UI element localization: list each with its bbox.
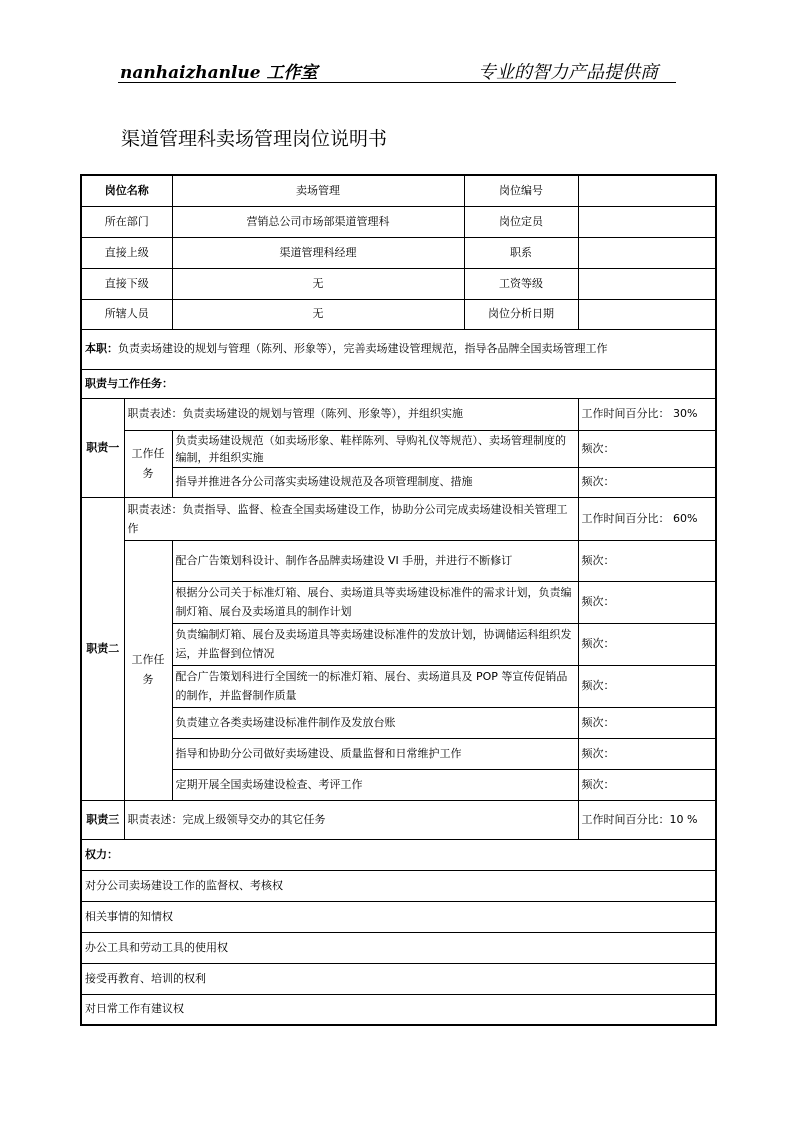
authority-item-4: 接受再教育、培训的权利	[81, 963, 716, 994]
info-row-3	[81, 237, 716, 268]
duty1-task-1: 负责卖场建设规范（如卖场形象、鞋样陈列、导购礼仪等规范）、卖场管理制度的编制，并组织实施	[172, 430, 578, 467]
job-description-table	[80, 174, 717, 1026]
duty1-time-percent: 工作时间百分比： 30%	[578, 398, 716, 430]
duty2-task-6: 指导和协助分公司做好卖场建设、质量监督和日常维护工作	[172, 738, 578, 769]
duty3-row	[81, 800, 716, 839]
duty2-task-row	[81, 540, 716, 581]
staff-value: 无	[172, 299, 464, 329]
relations-label: 职系	[464, 237, 578, 268]
duty2-task-5-frequency: 频次：	[578, 707, 716, 738]
duty2-task-2: 根据分公司关于标准灯箱、展台、卖场道具等卖场建设标准件的需求计划，负责编制灯箱、展台及卖场道具的制作计划	[172, 581, 578, 623]
duty2-task-2-frequency: 频次：	[578, 581, 716, 623]
duty1-task-row	[81, 430, 716, 467]
authority-item-3: 办公工具和劳动工具的使用权	[81, 932, 716, 963]
duty1-description: 职责表述：负责卖场建设的规划与管理（陈列、形象等），并组织实施	[124, 398, 578, 430]
info-row-4	[81, 268, 716, 299]
info-row-5	[81, 299, 716, 329]
salary-grade-label: 工资等级	[464, 268, 578, 299]
duty2-description: 职责表述：负责指导、监督、检查全国卖场建设工作，协助分公司完成卖场建设相关管理工作	[124, 497, 578, 540]
subordinate-value: 无	[172, 268, 464, 299]
superior-label: 直接上级	[81, 237, 172, 268]
superior-value: 渠道管理科经理	[172, 237, 464, 268]
duty1-desc-row	[81, 398, 716, 430]
headcount-value	[578, 206, 716, 237]
duty3-description: 职责表述：完成上级领导交办的其它任务	[124, 800, 578, 839]
analysis-date-value	[578, 299, 716, 329]
duty3-label: 职责三	[81, 800, 124, 839]
authority-heading: 权力：	[81, 839, 716, 870]
authority-row	[81, 870, 716, 901]
document-title: 渠道管理科卖场管理岗位说明书	[121, 128, 388, 150]
authority-heading-row	[81, 839, 716, 870]
duty2-task-row	[81, 581, 716, 623]
duty2-task-row	[81, 665, 716, 707]
info-row-2	[81, 206, 716, 237]
core-duty-row	[81, 329, 716, 369]
duty2-task-row	[81, 769, 716, 800]
position-name-value: 卖场管理	[172, 175, 464, 206]
duty2-task-1-frequency: 频次：	[578, 540, 716, 581]
duty1-task-2: 指导并推进各分公司落实卖场建设规范及各项管理制度、措施	[172, 467, 578, 497]
duty2-task-4: 配合广告策划科进行全国统一的标准灯箱、展台、卖场道具及 POP 等宣传促销品的制作，并监督制作质量	[172, 665, 578, 707]
duty1-label: 职责一	[81, 398, 124, 497]
authority-row	[81, 963, 716, 994]
salary-grade-value	[578, 268, 716, 299]
duty2-task-3-frequency: 频次：	[578, 623, 716, 665]
position-code-label: 岗位编号	[464, 175, 578, 206]
headcount-label: 岗位定员	[464, 206, 578, 237]
duty2-task-row	[81, 738, 716, 769]
duty1-task-2-frequency: 频次：	[578, 467, 716, 497]
core-duty-cell	[81, 329, 716, 369]
duties-heading: 职责与工作任务：	[81, 369, 716, 398]
duty2-task-7: 定期开展全国卖场建设检查、考评工作	[172, 769, 578, 800]
core-duty-label: 本职：	[85, 342, 118, 355]
duty2-task-1: 配合广告策划科设计、制作各品牌卖场建设 VI 手册，并进行不断修订	[172, 540, 578, 581]
duties-heading-row	[81, 369, 716, 398]
duty2-task-row	[81, 707, 716, 738]
header-slogan: 专业的智力产品提供商	[478, 62, 658, 83]
duty2-label: 职责二	[81, 497, 124, 800]
authority-item-2: 相关事情的知情权	[81, 901, 716, 932]
duty2-task-7-frequency: 频次：	[578, 769, 716, 800]
duty2-task-3: 负责编制灯箱、展台及卖场道具等卖场建设标准件的发放计划，协调储运科组织发运，并监督到位情况	[172, 623, 578, 665]
authority-row	[81, 994, 716, 1025]
duty2-task-4-frequency: 频次：	[578, 665, 716, 707]
duty1-task-label: 工作任务	[124, 430, 172, 497]
info-row-1	[81, 175, 716, 206]
duty2-time-percent: 工作时间百分比： 60%	[578, 497, 716, 540]
analysis-date-label: 岗位分析日期	[464, 299, 578, 329]
position-name-label: 岗位名称	[81, 175, 172, 206]
duty2-task-row	[81, 623, 716, 665]
core-duty-text: 负责卖场建设的规划与管理（陈列、形象等），完善卖场建设管理规范，指导各品牌全国卖场管理工作	[118, 342, 608, 355]
duty1-task-1-frequency: 频次：	[578, 430, 716, 467]
subordinate-label: 直接下级	[81, 268, 172, 299]
authority-item-1: 对分公司卖场建设工作的监督权、考核权	[81, 870, 716, 901]
duty1-task-row	[81, 467, 716, 497]
staff-label: 所辖人员	[81, 299, 172, 329]
duty2-task-6-frequency: 频次：	[578, 738, 716, 769]
authority-row	[81, 901, 716, 932]
duty3-time-percent: 工作时间百分比：10 %	[578, 800, 716, 839]
department-value: 营销总公司市场部渠道管理科	[172, 206, 464, 237]
department-label: 所在部门	[81, 206, 172, 237]
header-rule	[118, 82, 676, 83]
duty2-desc-row	[81, 497, 716, 540]
header-studio-name: nanhaizhanlue 工作室	[120, 63, 318, 83]
duty2-task-label: 工作任务	[124, 540, 172, 800]
authority-item-5: 对日常工作有建议权	[81, 994, 716, 1025]
relations-value	[578, 237, 716, 268]
duty2-task-5: 负责建立各类卖场建设标准件制作及发放台账	[172, 707, 578, 738]
authority-row	[81, 932, 716, 963]
position-code-value	[578, 175, 716, 206]
